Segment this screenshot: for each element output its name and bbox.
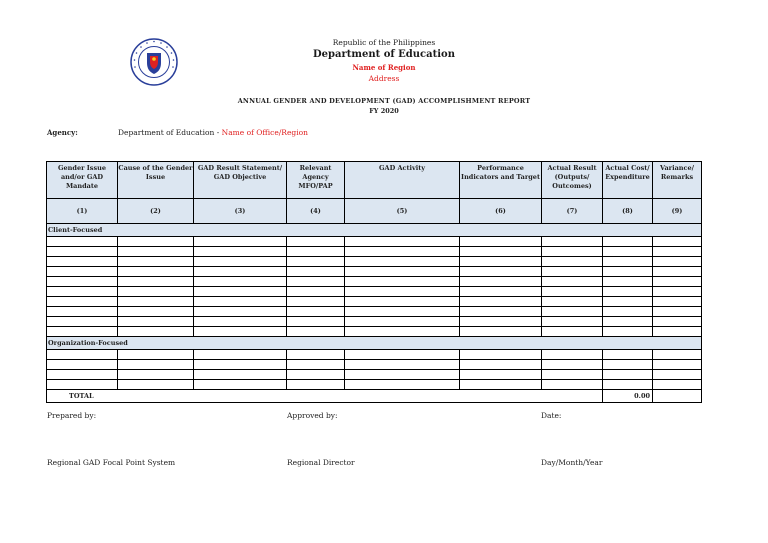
table-cell — [194, 350, 287, 360]
table-cell — [118, 277, 194, 287]
table-cell — [460, 237, 542, 247]
table-cell — [603, 237, 653, 247]
table-cell — [345, 247, 460, 257]
table-row — [47, 317, 702, 327]
date-format: Day/Month/Year — [541, 458, 603, 467]
table-cell — [603, 380, 653, 390]
table-row — [47, 267, 702, 277]
table-cell — [47, 370, 118, 380]
table-cell — [47, 257, 118, 267]
table-cell — [287, 327, 345, 337]
table-cell — [118, 287, 194, 297]
table-cell — [603, 297, 653, 307]
total-label: TOTAL — [47, 390, 603, 403]
table-cell — [460, 257, 542, 267]
table-cell — [460, 350, 542, 360]
table-cell — [47, 307, 118, 317]
table-cell — [118, 350, 194, 360]
table-cell — [345, 287, 460, 297]
table-cell — [118, 267, 194, 277]
table-row — [47, 360, 702, 370]
col-header-2: Cause of the Gender Issue — [118, 162, 194, 199]
date-label: Date: — [541, 411, 562, 420]
table-cell — [542, 247, 603, 257]
table-row — [47, 287, 702, 297]
table-cell — [118, 317, 194, 327]
table-cell — [345, 380, 460, 390]
accomplishment-table — [46, 161, 702, 403]
table-cell — [653, 360, 702, 370]
col-number-2: (2) — [118, 199, 194, 224]
table-cell — [287, 297, 345, 307]
table-cell — [47, 277, 118, 287]
table-cell — [345, 327, 460, 337]
table-cell — [460, 380, 542, 390]
table-cell — [47, 350, 118, 360]
table-cell — [460, 317, 542, 327]
table-cell — [460, 287, 542, 297]
table-cell — [345, 317, 460, 327]
column-header-row — [47, 162, 702, 199]
table-cell — [194, 237, 287, 247]
section-organization-focused: Organization-Focused — [47, 337, 702, 350]
table-cell — [287, 380, 345, 390]
col-header-7: Actual Result (Outputs/ Outcomes) — [542, 162, 603, 199]
table-cell — [542, 237, 603, 247]
table-cell — [345, 350, 460, 360]
table-cell — [653, 267, 702, 277]
table-cell — [118, 327, 194, 337]
table-cell — [345, 277, 460, 287]
table-cell — [47, 360, 118, 370]
table-cell — [345, 257, 460, 267]
table-cell — [287, 267, 345, 277]
col-header-8: Actual Cost/ Expenditure — [603, 162, 653, 199]
table-cell — [118, 307, 194, 317]
table-cell — [194, 360, 287, 370]
section-row-client — [47, 224, 702, 237]
table-cell — [542, 380, 603, 390]
table-cell — [603, 277, 653, 287]
table-cell — [118, 297, 194, 307]
table-cell — [194, 317, 287, 327]
table-cell — [542, 267, 603, 277]
table-cell — [603, 327, 653, 337]
table-cell — [653, 247, 702, 257]
table-cell — [460, 247, 542, 257]
agency-department: Department of Education - — [118, 128, 222, 137]
table-cell — [460, 327, 542, 337]
col-number-9: (9) — [653, 199, 702, 224]
table-row — [47, 327, 702, 337]
approved-role: Regional Director — [287, 458, 355, 467]
table-cell — [287, 317, 345, 327]
table-cell — [47, 267, 118, 277]
table-cell — [603, 360, 653, 370]
table-row — [47, 370, 702, 380]
table-cell — [653, 327, 702, 337]
report-title: ANNUAL GENDER AND DEVELOPMENT (GAD) ACCOMPLISHMENT REPORT — [237, 97, 531, 105]
col-header-5: GAD Activity — [345, 162, 460, 199]
table-cell — [653, 350, 702, 360]
table-cell — [460, 297, 542, 307]
table-row — [47, 350, 702, 360]
table-cell — [345, 360, 460, 370]
col-number-6: (6) — [460, 199, 542, 224]
table-cell — [118, 360, 194, 370]
col-header-6: Performance Indicators and Target — [460, 162, 542, 199]
table-cell — [287, 247, 345, 257]
total-remarks-cell — [653, 390, 702, 403]
table-cell — [345, 267, 460, 277]
table-cell — [653, 287, 702, 297]
table-cell — [287, 287, 345, 297]
table-cell — [603, 307, 653, 317]
table-cell — [287, 350, 345, 360]
agency-office: Name of Office/Region — [221, 128, 308, 137]
table-cell — [194, 247, 287, 257]
table-cell — [118, 247, 194, 257]
table-cell — [603, 350, 653, 360]
total-value: 0.00 — [603, 390, 653, 403]
table-cell — [47, 380, 118, 390]
prepared-role: Regional GAD Focal Point System — [47, 458, 176, 467]
table-cell — [194, 277, 287, 287]
col-header-1: Gender Issue and/or GAD Mandate — [47, 162, 118, 199]
table-cell — [287, 237, 345, 247]
table-cell — [460, 277, 542, 287]
table-cell — [542, 317, 603, 327]
republic-text: Republic of the Philippines — [332, 38, 436, 47]
table-cell — [194, 380, 287, 390]
table-cell — [542, 360, 603, 370]
table-row — [47, 297, 702, 307]
table-cell — [47, 247, 118, 257]
table-cell — [345, 297, 460, 307]
table-cell — [603, 247, 653, 257]
table-cell — [194, 287, 287, 297]
table-cell — [118, 380, 194, 390]
table-cell — [542, 370, 603, 380]
agency-label: Agency: — [47, 128, 78, 137]
table-cell — [47, 287, 118, 297]
table-cell — [47, 327, 118, 337]
fiscal-year: FY 2020 — [369, 107, 399, 115]
table-row — [47, 307, 702, 317]
table-cell — [460, 370, 542, 380]
col-number-7: (7) — [542, 199, 603, 224]
approved-by-label: Approved by: — [287, 411, 338, 420]
column-number-row — [47, 199, 702, 224]
section-client-focused: Client-Focused — [47, 224, 702, 237]
table-row — [47, 237, 702, 247]
table-cell — [287, 360, 345, 370]
table-row — [47, 257, 702, 267]
table-cell — [118, 237, 194, 247]
col-number-1: (1) — [47, 199, 118, 224]
table-cell — [460, 360, 542, 370]
table-cell — [542, 257, 603, 267]
table-cell — [194, 267, 287, 277]
table-cell — [194, 327, 287, 337]
table-row — [47, 247, 702, 257]
table-cell — [47, 237, 118, 247]
table-cell — [345, 307, 460, 317]
table-cell — [653, 257, 702, 267]
table-cell — [118, 257, 194, 267]
col-header-4: Relevant Agency MFO/PAP — [287, 162, 345, 199]
col-number-4: (4) — [287, 199, 345, 224]
table-cell — [542, 297, 603, 307]
table-cell — [345, 370, 460, 380]
table-cell — [287, 307, 345, 317]
col-header-3: GAD Result Statement/ GAD Objective — [194, 162, 287, 199]
col-number-8: (8) — [603, 199, 653, 224]
organization-rows — [47, 350, 702, 390]
table-cell — [542, 277, 603, 287]
col-header-9: Variance/ Remarks — [653, 162, 702, 199]
section-row-organization — [47, 337, 702, 350]
table-cell — [287, 277, 345, 287]
col-number-3: (3) — [194, 199, 287, 224]
table-cell — [194, 307, 287, 317]
table-cell — [47, 297, 118, 307]
table-cell — [653, 277, 702, 287]
region-name: Name of Region — [352, 63, 416, 72]
table-cell — [603, 287, 653, 297]
table-row — [47, 277, 702, 287]
department-title: Department of Education — [313, 49, 455, 60]
table-cell — [345, 237, 460, 247]
table-cell — [603, 317, 653, 327]
table-cell — [603, 370, 653, 380]
table-cell — [542, 350, 603, 360]
table-row — [47, 380, 702, 390]
table-cell — [653, 237, 702, 247]
address-text: Address — [368, 74, 400, 83]
table-cell — [542, 287, 603, 297]
table-cell — [194, 297, 287, 307]
table-cell — [653, 380, 702, 390]
table-cell — [653, 297, 702, 307]
table-cell — [542, 327, 603, 337]
table-cell — [460, 307, 542, 317]
agency-value — [118, 128, 308, 137]
table-cell — [653, 307, 702, 317]
table-cell — [287, 257, 345, 267]
table-cell — [47, 317, 118, 327]
table-cell — [603, 257, 653, 267]
total-row — [47, 390, 702, 403]
table-cell — [653, 370, 702, 380]
table-cell — [287, 370, 345, 380]
table-cell — [542, 307, 603, 317]
table-cell — [194, 257, 287, 267]
table-cell — [603, 267, 653, 277]
client-rows — [47, 237, 702, 337]
prepared-by-label: Prepared by: — [47, 411, 97, 420]
table-cell — [194, 370, 287, 380]
col-number-5: (5) — [345, 199, 460, 224]
table-cell — [460, 267, 542, 277]
table-cell — [118, 370, 194, 380]
table-cell — [653, 317, 702, 327]
